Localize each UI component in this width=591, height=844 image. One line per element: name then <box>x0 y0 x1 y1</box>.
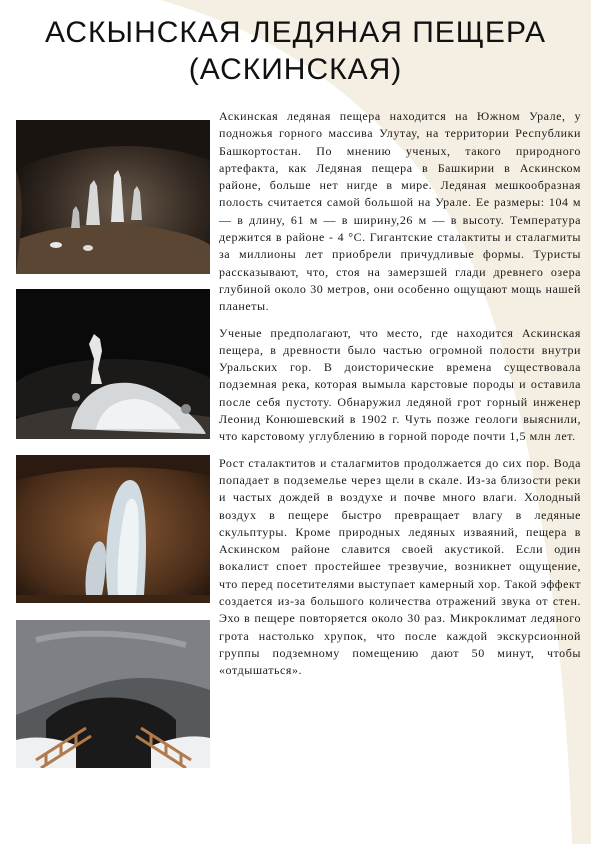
paragraph-history: Ученые предполагают, что место, где находится Аскинская пещера, в древности было частью огромной полости внутри Уральских гор. В доисторические времена существовала подземная река, которая вымыла карстовые породы и оставила после себя пустоту. Обнаружил ледяной грот горный инженер Леонид Конюшевский в 1902 г. Чуть позже геологи выяснили, что карстовому углублению в горной породе почти 1,5 млн лет. <box>219 325 581 444</box>
article-text <box>219 108 581 689</box>
paragraph-intro: Аскинская ледяная пещера находится на Южном Урале, у подножья горного массива Улутау, на территории Республики Башкортостан. По мнению ученых, такого природного артефакта, как Ледяная пещера в Башкирии в Аскинском районе, больше нет нигде в мире. Ледяная мешкообразная полость считается самой большой на Урале. Ее размеры: 104 м — в длину, 61 м — в ширину,26 м — в высоту. Температура держится в районе - 4 °С. Гигантские сталактиты и сталагмиты за миллионы лет приобрели причудливые формы. Туристы рассказывают, что, стоя на замерзшей глади древнего озера глубиной около 30 метров, они особенно ощущают мощь нашей планеты. <box>219 109 581 314</box>
paragraph-acoustics: Рост сталактитов и сталагмитов продолжается до сих пор. Вода попадает в подземелье через щели в скале. Из-за близости реки и частых дождей в воздухе и почве много влаги. Холодный воздух в пещере быстро превращает влагу в ледяные скульптуры. Кроме природных ледяных изваяний, пещера в Аскинском районе славится своей акустикой. Если один вокалист споет простейшее трезвучие, возникнет ощущение, что перед посетителями выступает камерный хор. Такой эффект создается из-за большого количества отражений звука от стен. Эхо в пещере повторяется около 30 раз. Микроклимат ледяного грота настолько хрупок, что после каждой экскурсионной группы подземному помещению дают 50 минут, чтобы «отдышаться». <box>219 455 581 678</box>
cave-stalagmites-photo <box>16 120 210 274</box>
page-title-line-2: (АСКИНСКАЯ) <box>188 53 403 86</box>
ice-columns-photo <box>16 455 210 603</box>
page-title-line-1: АСКЫНСКАЯ ЛЕДЯНАЯ ПЕЩЕРА <box>45 16 546 49</box>
ice-formation-photo <box>16 289 210 439</box>
cave-entrance-stairs-photo <box>16 620 210 768</box>
page-title <box>0 14 591 88</box>
